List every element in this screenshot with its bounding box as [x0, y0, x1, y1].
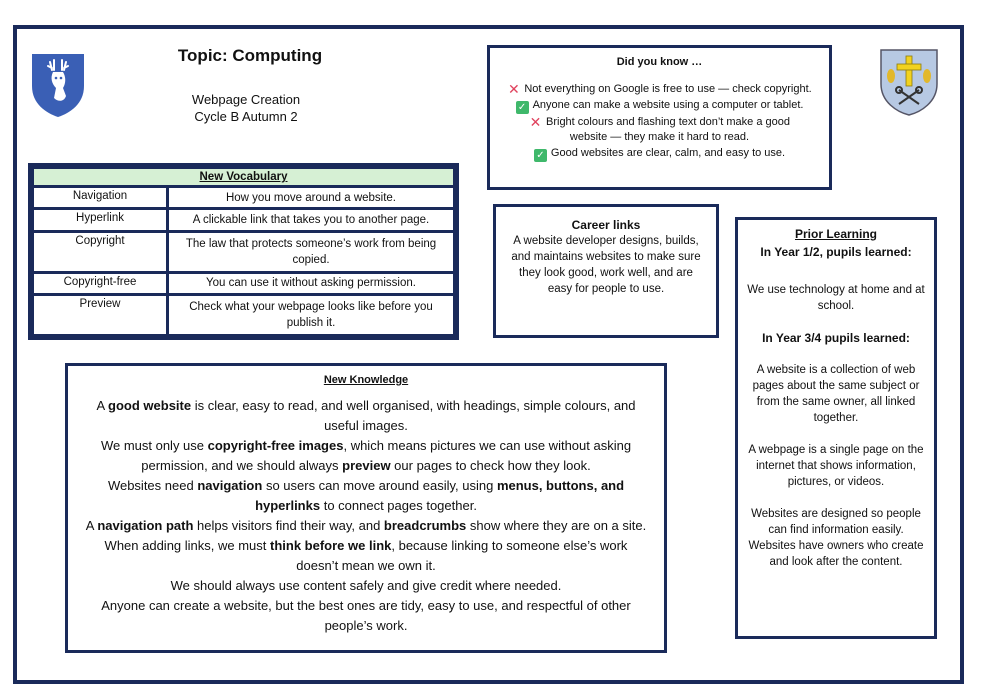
bold-term: good website [108, 398, 192, 413]
did-you-know-panel [487, 45, 832, 190]
text-span: , which means pictures we can use without asking permission, and we should always [141, 438, 632, 473]
check-mark-icon: ✓ [516, 101, 529, 114]
vocab-definition: The law that protects someone’s work from being copied. [168, 231, 455, 272]
vocab-definition: You can use it without asking permission. [168, 272, 455, 294]
page-title: Topic: Computing [177, 46, 323, 65]
knowledge-paragraph [82, 436, 650, 476]
text-span: is clear, easy to read, and well organised, with headings, simple colours, and useful images. [191, 398, 636, 433]
knowledge-paragraph [82, 516, 650, 576]
fact-text: Good websites are clear, calm, and easy to use. [550, 147, 786, 159]
year34-heading: In Year 3/4 pupils learned: [762, 331, 910, 345]
vocab-term: Copyright [33, 231, 168, 272]
bold-term: breadcrumbs [383, 518, 467, 533]
table-row [33, 272, 455, 294]
did-you-know-title: Did you know … [616, 56, 703, 68]
subtitle-line-1: Webpage Creation [191, 92, 301, 107]
deer-crest-icon [28, 50, 88, 118]
text-span: so users can move around easily, using [262, 478, 497, 493]
career-title: Career links [571, 218, 641, 232]
cross-mark-icon: ✕ [507, 81, 520, 97]
year12-heading: In Year 1/2, pupils learned: [760, 245, 912, 259]
prior-learning-panel [735, 217, 937, 639]
text-span: A [85, 518, 98, 533]
knowledge-title: New Knowledge [323, 374, 409, 386]
prior-learning-title: Prior Learning [794, 227, 877, 241]
fact-text: Bright colours and flashing text don’t make a good website — they make it hard to read. [546, 116, 790, 143]
vocab-term: Hyperlink [33, 209, 168, 231]
table-row [33, 187, 455, 209]
fact-item [498, 82, 821, 97]
text-span: helps visitors find their way, and [193, 518, 384, 533]
cross-shield-crest-icon [877, 46, 941, 116]
text-span: , because linking to someone else’s work doesn’t mean we own it. [296, 538, 628, 573]
check-mark-icon: ✓ [534, 149, 547, 162]
text-span: A [96, 398, 109, 413]
career-links-panel [493, 204, 719, 338]
fact-item [498, 115, 821, 145]
knowledge-paragraph: Anyone can create a website, but the best ones are tidy, easy to use, and respectful of other people’s work. [101, 598, 631, 633]
year12-text: We use technology at home and at school. [747, 284, 925, 312]
vocabulary-table [28, 163, 459, 340]
text-span: our pages to check how they look. [390, 458, 591, 473]
fact-item [498, 98, 821, 114]
bold-term: menus, buttons, and hyperlinks [255, 478, 625, 513]
bold-term: preview [342, 458, 391, 473]
bold-term: navigation path [97, 518, 194, 533]
cross-mark-icon: ✕ [529, 114, 542, 130]
page-subtitle [160, 91, 332, 125]
text-span: show where they are on a site. When adding links, we must [104, 518, 647, 553]
vocab-term: Preview [33, 294, 168, 335]
vocab-definition: Check what your webpage looks like before you publish it. [168, 294, 455, 335]
knowledge-paragraph [82, 476, 650, 516]
bold-term: navigation [197, 478, 263, 493]
bold-term: think before we link [270, 538, 392, 553]
text-span: Websites need [107, 478, 198, 493]
knowledge-paragraph [82, 396, 650, 436]
vocabulary-title: New Vocabulary [33, 168, 455, 187]
table-row [33, 231, 455, 272]
fact-item [498, 146, 821, 162]
vocab-term: Copyright-free [33, 272, 168, 294]
year34-item: Websites have owners who create and look after the content. [748, 540, 924, 568]
table-row [33, 294, 455, 335]
year34-item: Websites are designed so people can find information easily. [751, 508, 921, 536]
subtitle-line-2: Cycle B Autumn 2 [194, 109, 298, 124]
new-knowledge-panel [65, 363, 667, 653]
bold-term: copyright-free images [207, 438, 344, 453]
text-span: to connect pages together. [320, 498, 477, 513]
table-row [33, 209, 455, 231]
vocab-definition: How you move around a website. [168, 187, 455, 209]
vocab-term: Navigation [33, 187, 168, 209]
text-span: We must only use [100, 438, 208, 453]
career-text: A website developer designs, builds, and maintains websites to make sure they look good, work well, and are easy for people to use. [511, 235, 701, 295]
year34-item: A website is a collection of web pages about the same subject or from the same owner, all linked together. [752, 364, 920, 424]
fact-text: Not everything on Google is free to use — check copyright. [524, 83, 812, 95]
year34-item: A webpage is a single page on the internet that shows information, pictures, or videos. [748, 444, 924, 488]
fact-text: Anyone can make a website using a computer or tablet. [532, 99, 804, 111]
vocab-definition: A clickable link that takes you to another page. [168, 209, 455, 231]
knowledge-paragraph: We should always use content safely and give credit where needed. [170, 578, 562, 593]
